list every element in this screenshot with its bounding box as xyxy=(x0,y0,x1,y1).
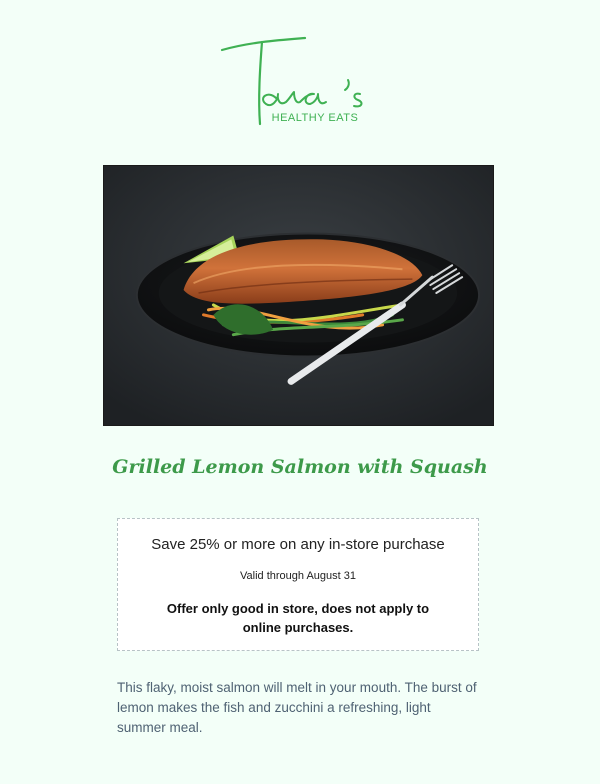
taras-logo-mark xyxy=(210,28,390,133)
grilled-salmon-plate-photo xyxy=(104,166,493,425)
recipe-description: This flaky, moist salmon will melt in your mouth. The burst of lemon makes the fish and zucchini a refreshing, light summer meal. xyxy=(117,680,477,735)
offer-headline: Save 25% or more on any in-store purchase xyxy=(151,536,445,553)
hero-image xyxy=(103,165,494,426)
brand-logo xyxy=(210,28,390,133)
offer-box xyxy=(117,518,479,651)
offer-restriction-note: Offer only good in store, does not apply to online purchases. xyxy=(166,601,430,635)
offer-valid-date: Valid through August 31 xyxy=(240,570,356,582)
logo-tagline: HEALTHY EATS xyxy=(271,112,359,124)
recipe-title: Grilled Lemon Salmon with Squash xyxy=(112,456,488,478)
